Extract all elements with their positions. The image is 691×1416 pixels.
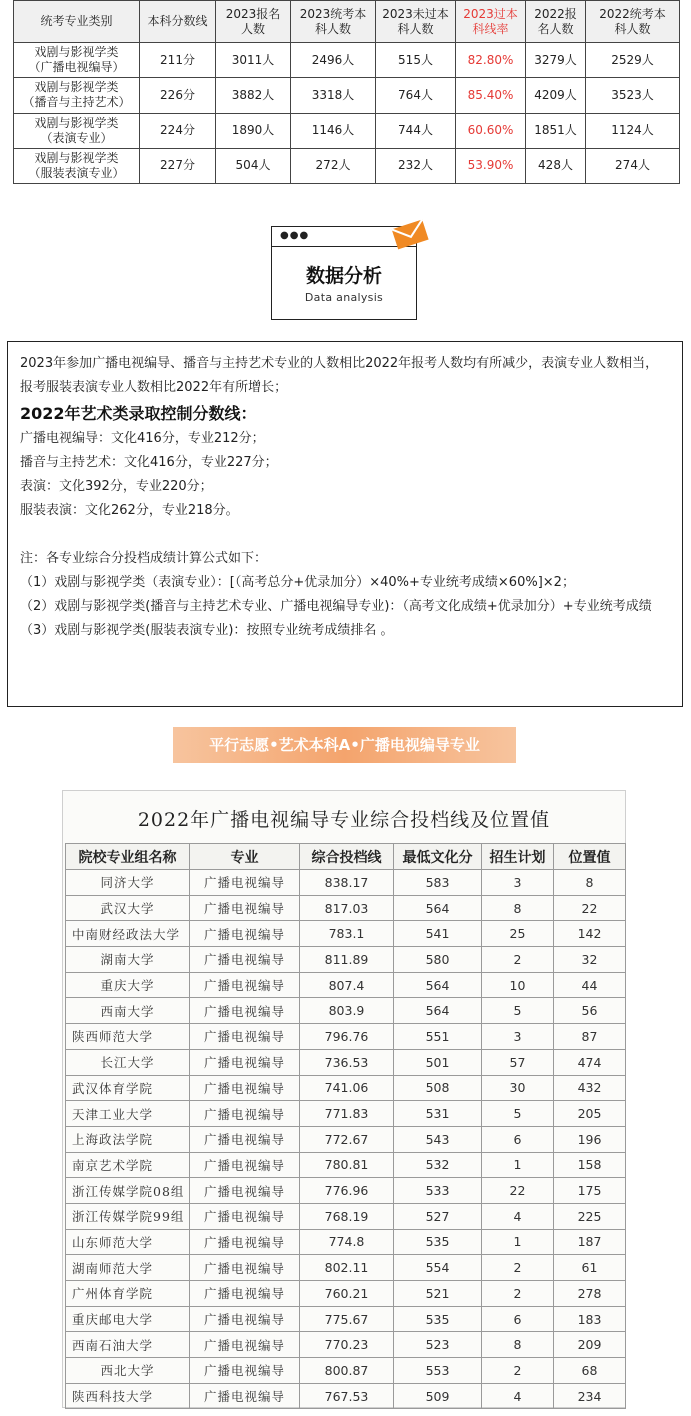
score-lines-heading: 2022年艺术类录取控制分数线： bbox=[20, 404, 257, 423]
school-cell: 湖南大学 bbox=[66, 947, 190, 973]
stat-cell: 272人 bbox=[291, 148, 376, 183]
major-cell: 广播电视编导 bbox=[190, 1126, 300, 1152]
envelope-icon bbox=[390, 217, 430, 251]
culture-score-cell: 564 bbox=[394, 972, 482, 998]
stat-cell: 3882人 bbox=[216, 78, 291, 113]
column-header: 2022统考本 科人数 bbox=[586, 1, 680, 43]
formula-line: （3）戏剧与影视学类(服装表演专业)：按照专业统考成绩排名 。 bbox=[20, 623, 394, 638]
culture-score-cell: 535 bbox=[394, 1229, 482, 1255]
column-header: 位置值 bbox=[554, 844, 626, 870]
school-cell: 武汉体育学院 bbox=[66, 1075, 190, 1101]
table-header-row bbox=[66, 844, 626, 870]
stat-cell: 428人 bbox=[526, 148, 586, 183]
position-cell: 22 bbox=[554, 895, 626, 921]
position-cell: 432 bbox=[554, 1075, 626, 1101]
major-cell: 广播电视编导 bbox=[190, 1306, 300, 1332]
analysis-notes-box bbox=[7, 341, 683, 707]
culture-score-cell: 541 bbox=[394, 921, 482, 947]
culture-score-cell: 543 bbox=[394, 1126, 482, 1152]
score-cell: 760.21 bbox=[300, 1281, 394, 1307]
table-row bbox=[14, 78, 680, 113]
school-cell: 天津工业大学 bbox=[66, 1101, 190, 1127]
school-cell: 南京艺术学院 bbox=[66, 1152, 190, 1178]
category-cell: 戏剧与影视学类 （表演专业） bbox=[14, 113, 140, 148]
stat-cell: 53.90% bbox=[456, 148, 526, 183]
table-row bbox=[66, 998, 626, 1024]
score-cell: 817.03 bbox=[300, 895, 394, 921]
score-cell: 767.53 bbox=[300, 1383, 394, 1409]
table-row bbox=[14, 148, 680, 183]
stat-cell: 224分 bbox=[140, 113, 216, 148]
column-header: 最低文化分 bbox=[394, 844, 482, 870]
stat-cell: 211分 bbox=[140, 43, 216, 78]
plan-cell: 5 bbox=[482, 1101, 554, 1127]
major-cell: 广播电视编导 bbox=[190, 998, 300, 1024]
column-header: 2023报名 人数 bbox=[216, 1, 291, 43]
column-header: 综合投档线 bbox=[300, 844, 394, 870]
score-cell: 770.23 bbox=[300, 1332, 394, 1358]
table-row bbox=[66, 1126, 626, 1152]
formula-line: （2）戏剧与影视学类(播音与主持艺术专业、广播电视编导专业)：（高考文化成绩+优录加分）+专业统考成绩 bbox=[20, 599, 652, 614]
table-row bbox=[66, 947, 626, 973]
school-cell: 湖南师范大学 bbox=[66, 1255, 190, 1281]
table-row bbox=[66, 1178, 626, 1204]
score-cell: 774.8 bbox=[300, 1229, 394, 1255]
stat-cell: 85.40% bbox=[456, 78, 526, 113]
note-title: 注：各专业综合分投档成绩计算公式如下： bbox=[20, 551, 268, 566]
stat-cell: 764人 bbox=[376, 78, 456, 113]
table-row bbox=[66, 921, 626, 947]
spacer bbox=[20, 523, 670, 547]
major-cell: 广播电视编导 bbox=[190, 895, 300, 921]
position-cell: 196 bbox=[554, 1126, 626, 1152]
table-row bbox=[66, 1383, 626, 1409]
score-cell: 780.81 bbox=[300, 1152, 394, 1178]
school-cell: 浙江传媒学院99组 bbox=[66, 1203, 190, 1229]
stat-cell: 60.60% bbox=[456, 113, 526, 148]
formula-line: （1）戏剧与影视学类（表演专业）：[（高考总分+优录加分）×40%+专业统考成绩×60%]×2； bbox=[20, 575, 575, 590]
column-header: 专业 bbox=[190, 844, 300, 870]
plan-cell: 3 bbox=[482, 1024, 554, 1050]
position-cell: 61 bbox=[554, 1255, 626, 1281]
table-row bbox=[66, 1306, 626, 1332]
score-cell: 811.89 bbox=[300, 947, 394, 973]
score-cell: 796.76 bbox=[300, 1024, 394, 1050]
table-row bbox=[66, 1101, 626, 1127]
section-banner: 平行志愿•艺术本科A•广播电视编导专业 bbox=[173, 727, 516, 763]
school-cell: 西南石油大学 bbox=[66, 1332, 190, 1358]
culture-score-cell: 564 bbox=[394, 895, 482, 921]
school-cell: 中南财经政法大学 bbox=[66, 921, 190, 947]
table-row bbox=[66, 1332, 626, 1358]
major-cell: 广播电视编导 bbox=[190, 921, 300, 947]
position-cell: 225 bbox=[554, 1203, 626, 1229]
plan-cell: 8 bbox=[482, 895, 554, 921]
major-cell: 广播电视编导 bbox=[190, 1229, 300, 1255]
major-cell: 广播电视编导 bbox=[190, 1178, 300, 1204]
plan-cell: 4 bbox=[482, 1203, 554, 1229]
score-cell: 768.19 bbox=[300, 1203, 394, 1229]
admission-table-title: 2022年广播电视编导专业综合投档线及位置值 bbox=[137, 809, 551, 831]
culture-score-cell: 583 bbox=[394, 870, 482, 896]
school-cell: 西北大学 bbox=[66, 1358, 190, 1384]
major-cell: 广播电视编导 bbox=[190, 1024, 300, 1050]
plan-cell: 10 bbox=[482, 972, 554, 998]
position-cell: 158 bbox=[554, 1152, 626, 1178]
position-cell: 32 bbox=[554, 947, 626, 973]
score-cell: 803.9 bbox=[300, 998, 394, 1024]
admission-score-table bbox=[65, 843, 626, 1409]
major-cell: 广播电视编导 bbox=[190, 947, 300, 973]
column-header: 2022报 名人数 bbox=[526, 1, 586, 43]
culture-score-cell: 564 bbox=[394, 998, 482, 1024]
table-row bbox=[66, 1024, 626, 1050]
score-cell: 741.06 bbox=[300, 1075, 394, 1101]
score-cell: 838.17 bbox=[300, 870, 394, 896]
culture-score-cell: 580 bbox=[394, 947, 482, 973]
score-cell: 772.67 bbox=[300, 1126, 394, 1152]
position-cell: 187 bbox=[554, 1229, 626, 1255]
school-cell: 武汉大学 bbox=[66, 895, 190, 921]
position-cell: 87 bbox=[554, 1024, 626, 1050]
section-title: 数据分析 bbox=[305, 265, 382, 287]
score-cell: 783.1 bbox=[300, 921, 394, 947]
school-cell: 同济大学 bbox=[66, 870, 190, 896]
culture-score-cell: 554 bbox=[394, 1255, 482, 1281]
dots-icon: ●●● bbox=[280, 230, 310, 241]
table-row bbox=[66, 1075, 626, 1101]
major-cell: 广播电视编导 bbox=[190, 1101, 300, 1127]
table-row bbox=[66, 1358, 626, 1384]
stat-cell: 2496人 bbox=[291, 43, 376, 78]
culture-score-cell: 527 bbox=[394, 1203, 482, 1229]
score-cell: 775.67 bbox=[300, 1306, 394, 1332]
column-header: 本科分数线 bbox=[140, 1, 216, 43]
major-cell: 广播电视编导 bbox=[190, 1281, 300, 1307]
table-row bbox=[66, 1229, 626, 1255]
position-cell: 474 bbox=[554, 1049, 626, 1075]
culture-score-cell: 531 bbox=[394, 1101, 482, 1127]
score-cell: 802.11 bbox=[300, 1255, 394, 1281]
stat-cell: 504人 bbox=[216, 148, 291, 183]
section-badge bbox=[271, 226, 417, 320]
score-cell: 800.87 bbox=[300, 1358, 394, 1384]
table-row bbox=[66, 1255, 626, 1281]
column-header: 院校专业组名称 bbox=[66, 844, 190, 870]
major-cell: 广播电视编导 bbox=[190, 1203, 300, 1229]
score-line: 表演：文化392分，专业220分； bbox=[20, 479, 213, 494]
stat-cell: 515人 bbox=[376, 43, 456, 78]
plan-cell: 8 bbox=[482, 1332, 554, 1358]
table-row bbox=[66, 895, 626, 921]
school-cell: 浙江传媒学院08组 bbox=[66, 1178, 190, 1204]
table-row bbox=[14, 43, 680, 78]
score-line: 服装表演：文化262分，专业218分。 bbox=[20, 503, 239, 518]
stat-cell: 3523人 bbox=[586, 78, 680, 113]
stat-cell: 4209人 bbox=[526, 78, 586, 113]
culture-score-cell: 535 bbox=[394, 1306, 482, 1332]
major-cell: 广播电视编导 bbox=[190, 1383, 300, 1409]
column-header: 2023未过本 科人数 bbox=[376, 1, 456, 43]
category-cell: 戏剧与影视学类 （播音与主持艺术） bbox=[14, 78, 140, 113]
plan-cell: 1 bbox=[482, 1152, 554, 1178]
category-cell: 戏剧与影视学类 （服装表演专业） bbox=[14, 148, 140, 183]
position-cell: 142 bbox=[554, 921, 626, 947]
plan-cell: 4 bbox=[482, 1383, 554, 1409]
position-cell: 68 bbox=[554, 1358, 626, 1384]
table-header-row bbox=[14, 1, 680, 43]
stat-cell: 1124人 bbox=[586, 113, 680, 148]
stat-cell: 1890人 bbox=[216, 113, 291, 148]
major-cell: 广播电视编导 bbox=[190, 870, 300, 896]
column-header: 2023统考本 科人数 bbox=[291, 1, 376, 43]
culture-score-cell: 521 bbox=[394, 1281, 482, 1307]
stat-cell: 82.80% bbox=[456, 43, 526, 78]
culture-score-cell: 501 bbox=[394, 1049, 482, 1075]
table-row bbox=[66, 972, 626, 998]
school-cell: 陕西科技大学 bbox=[66, 1383, 190, 1409]
position-cell: 175 bbox=[554, 1178, 626, 1204]
plan-cell: 30 bbox=[482, 1075, 554, 1101]
school-cell: 上海政法学院 bbox=[66, 1126, 190, 1152]
plan-cell: 6 bbox=[482, 1306, 554, 1332]
category-cell: 戏剧与影视学类 （广播电视编导） bbox=[14, 43, 140, 78]
major-cell: 广播电视编导 bbox=[190, 1255, 300, 1281]
stat-cell: 232人 bbox=[376, 148, 456, 183]
culture-score-cell: 509 bbox=[394, 1383, 482, 1409]
position-cell: 56 bbox=[554, 998, 626, 1024]
table-row bbox=[66, 1152, 626, 1178]
school-cell: 重庆邮电大学 bbox=[66, 1306, 190, 1332]
plan-cell: 57 bbox=[482, 1049, 554, 1075]
stat-cell: 2529人 bbox=[586, 43, 680, 78]
stat-cell: 3318人 bbox=[291, 78, 376, 113]
score-line: 广播电视编导：文化416分，专业212分； bbox=[20, 431, 265, 446]
major-cell: 广播电视编导 bbox=[190, 1332, 300, 1358]
stat-cell: 227分 bbox=[140, 148, 216, 183]
enrollment-stats-table bbox=[13, 0, 680, 184]
section-subtitle: Data analysis bbox=[304, 291, 384, 304]
school-cell: 西南大学 bbox=[66, 998, 190, 1024]
score-cell: 807.4 bbox=[300, 972, 394, 998]
position-cell: 234 bbox=[554, 1383, 626, 1409]
analysis-intro: 2023年参加广播电视编导、播音与主持艺术专业的人数相比2022年报考人数均有所减少，表演专业人数相当，报考服装表演专业人数相比2022年有所增长； bbox=[20, 356, 659, 395]
culture-score-cell: 533 bbox=[394, 1178, 482, 1204]
plan-cell: 2 bbox=[482, 1358, 554, 1384]
position-cell: 209 bbox=[554, 1332, 626, 1358]
plan-cell: 6 bbox=[482, 1126, 554, 1152]
plan-cell: 1 bbox=[482, 1229, 554, 1255]
culture-score-cell: 551 bbox=[394, 1024, 482, 1050]
position-cell: 8 bbox=[554, 870, 626, 896]
table-row bbox=[66, 870, 626, 896]
plan-cell: 22 bbox=[482, 1178, 554, 1204]
position-cell: 205 bbox=[554, 1101, 626, 1127]
school-cell: 陕西师范大学 bbox=[66, 1024, 190, 1050]
major-cell: 广播电视编导 bbox=[190, 1358, 300, 1384]
plan-cell: 5 bbox=[482, 998, 554, 1024]
position-cell: 183 bbox=[554, 1306, 626, 1332]
culture-score-cell: 508 bbox=[394, 1075, 482, 1101]
admission-score-image bbox=[62, 790, 626, 1408]
score-cell: 736.53 bbox=[300, 1049, 394, 1075]
column-header: 2023过本 科线率 bbox=[456, 1, 526, 43]
plan-cell: 2 bbox=[482, 1255, 554, 1281]
major-cell: 广播电视编导 bbox=[190, 1075, 300, 1101]
culture-score-cell: 532 bbox=[394, 1152, 482, 1178]
stat-cell: 3011人 bbox=[216, 43, 291, 78]
school-cell: 长江大学 bbox=[66, 1049, 190, 1075]
table-row bbox=[66, 1049, 626, 1075]
score-cell: 776.96 bbox=[300, 1178, 394, 1204]
column-header: 统考专业类别 bbox=[14, 1, 140, 43]
stat-cell: 274人 bbox=[586, 148, 680, 183]
culture-score-cell: 523 bbox=[394, 1332, 482, 1358]
score-line: 播音与主持艺术：文化416分，专业227分； bbox=[20, 455, 278, 470]
column-header: 招生计划 bbox=[482, 844, 554, 870]
major-cell: 广播电视编导 bbox=[190, 1049, 300, 1075]
major-cell: 广播电视编导 bbox=[190, 1152, 300, 1178]
plan-cell: 2 bbox=[482, 947, 554, 973]
table-row bbox=[66, 1281, 626, 1307]
stat-cell: 1851人 bbox=[526, 113, 586, 148]
school-cell: 重庆大学 bbox=[66, 972, 190, 998]
score-cell: 771.83 bbox=[300, 1101, 394, 1127]
stat-cell: 1146人 bbox=[291, 113, 376, 148]
stat-cell: 744人 bbox=[376, 113, 456, 148]
position-cell: 44 bbox=[554, 972, 626, 998]
table-row bbox=[14, 113, 680, 148]
plan-cell: 2 bbox=[482, 1281, 554, 1307]
plan-cell: 25 bbox=[482, 921, 554, 947]
school-cell: 广州体育学院 bbox=[66, 1281, 190, 1307]
major-cell: 广播电视编导 bbox=[190, 972, 300, 998]
school-cell: 山东师范大学 bbox=[66, 1229, 190, 1255]
stat-cell: 3279人 bbox=[526, 43, 586, 78]
plan-cell: 3 bbox=[482, 870, 554, 896]
culture-score-cell: 553 bbox=[394, 1358, 482, 1384]
position-cell: 278 bbox=[554, 1281, 626, 1307]
stat-cell: 226分 bbox=[140, 78, 216, 113]
table-row bbox=[66, 1203, 626, 1229]
